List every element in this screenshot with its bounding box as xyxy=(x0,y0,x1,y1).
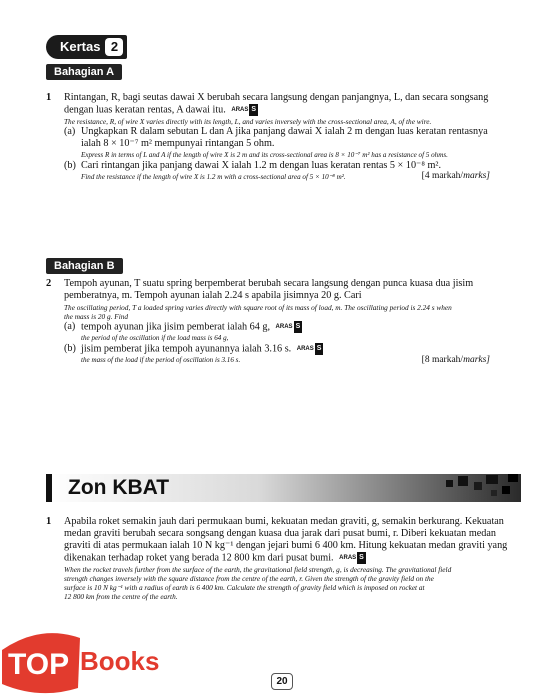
question-2a-text: tempoh ayunan jika jisim pemberat ialah 64 g, ARAS S xyxy=(81,321,301,333)
question-2-text-line-2: pemberatnya, m. Tempoh ayunan ialah 2.24 s apabila jisimnya 20 g. Cari xyxy=(64,290,362,301)
kertas-number: 2 xyxy=(105,38,123,56)
svg-text:TOP: TOP xyxy=(8,648,70,681)
question-1-english: The resistance, R, of wire X varies directly with its length, L, and varies inversely with the cross-sectional area, A, of the wire. xyxy=(64,117,432,126)
kertas-badge xyxy=(46,35,127,59)
question-2-marks: [8 markah/marks] xyxy=(421,355,490,365)
kbat-question-number: 1 xyxy=(46,516,52,527)
question-2b-label: (b) xyxy=(64,343,76,354)
question-1-text-line-2-content: dengan luas keratan rentas, A dawai itu. xyxy=(64,104,226,116)
kbat-question-line-1: Apabila roket semakin jauh dari permukaan bumi, kekuatan medan graviti, g, semakin berkurang. Kekuatan xyxy=(64,516,504,527)
kbat-english-line-2: strength changes inversely with the square distance from the centre of the earth, r. Given the strength of the gravity field on the xyxy=(64,574,434,583)
question-2-number: 2 xyxy=(46,278,52,289)
kbat-question-line-2: medan graviti berubah secara songsang dengan kuasa dua jarak dari pusat bumi, r. Diberi kekuatan medan xyxy=(64,528,496,539)
question-2a-label: (a) xyxy=(64,321,76,332)
question-2-english-line-1: The oscillating period, T a loaded spring varies directly with square root of its mass of load, m. The oscillating period is 2.24 s when xyxy=(64,303,452,312)
question-1b-text: Cari rintangan jika panjang dawai X ialah 1.2 m dengan luas keratan rentas 5 × 10⁻⁸ m². xyxy=(81,160,442,171)
question-2a-english: the period of the oscillation if the load mass is 64 g, xyxy=(81,334,229,342)
kbat-question-line-4: dikenakan terhadap roket yang berada 12 800 km dari pusat bumi. ARAS S xyxy=(64,552,364,564)
topbooks-logo xyxy=(0,620,200,700)
section-a-heading: Bahagian A xyxy=(46,64,122,80)
aras-badge: ARAS S xyxy=(297,343,324,355)
kertas-label: Kertas xyxy=(60,39,101,54)
svg-text:Books: Books xyxy=(80,646,160,676)
question-1a-label: (a) xyxy=(64,126,76,137)
question-1a-text-line-2: ialah 8 × 10⁻⁷ m² mempunyai rintangan 5 ohm. xyxy=(81,138,275,149)
question-2-english-line-2: the mass is 20 g. Find xyxy=(64,312,129,321)
question-1-number: 1 xyxy=(46,92,52,103)
section-b-heading: Bahagian B xyxy=(46,258,123,274)
zon-kbat-title: Zon KBAT xyxy=(46,474,169,502)
aras-badge: ARAS S xyxy=(231,104,258,116)
question-1b-english: Find the resistance if the length of wire X is 1.2 m with a cross-sectional area of 5 × 10⁻⁸ m². xyxy=(81,173,346,181)
page-number: 20 xyxy=(271,673,293,690)
kbat-english-line-4: 12 800 km from the centre of the earth. xyxy=(64,592,178,601)
question-1-marks: [4 markah/marks] xyxy=(421,171,490,181)
aras-badge: ARAS S xyxy=(276,321,303,333)
aras-badge: ARAS S xyxy=(339,552,366,564)
kbat-english-line-1: When the rocket travels further from the surface of the earth, the gravitational field strength, g, is decreasing. The gravitational field xyxy=(64,565,452,574)
question-1-text-line-1: Rintangan, R, bagi seutas dawai X berubah secara langsung dengan panjangnya, L, dan secara songsang xyxy=(64,92,489,103)
question-1b-label: (b) xyxy=(64,160,76,171)
question-1a-text-line-1: Ungkapkan R dalam sebutan L dan A jika panjang dawai X ialah 2 m dengan luas keratan rentasnya xyxy=(81,126,488,137)
kbat-english-line-3: surface is 10 N kg⁻¹ with a radius of earth is 6 400 km. Calculate the strength of gravity field which is imposed on rocket at xyxy=(64,583,425,592)
question-1a-english: Express R in terms of L and A if the length of wire X is 2 m and its cross-sectional area is 8 × 10⁻⁷ m² has a resistance of 5 ohms. xyxy=(81,151,448,159)
question-2-text-line-1: Tempoh ayunan, T suatu spring berpemberat berubah secara langsung dengan punca kuasa dua jisim xyxy=(64,278,474,289)
question-1-text-line-2 xyxy=(64,104,258,116)
question-2b-english: the mass of the load if the period of oscillation is 3.16 s. xyxy=(81,356,241,364)
kbat-question-line-3: graviti di atas permukaan ialah 10 N kg⁻¹ dengan jejari bumi 6 400 km. Hitung kekuatan medan graviti yang xyxy=(64,540,508,551)
question-2b-text: jisim pemberat jika tempoh ayunannya ialah 3.16 s. ARAS S xyxy=(81,343,322,355)
